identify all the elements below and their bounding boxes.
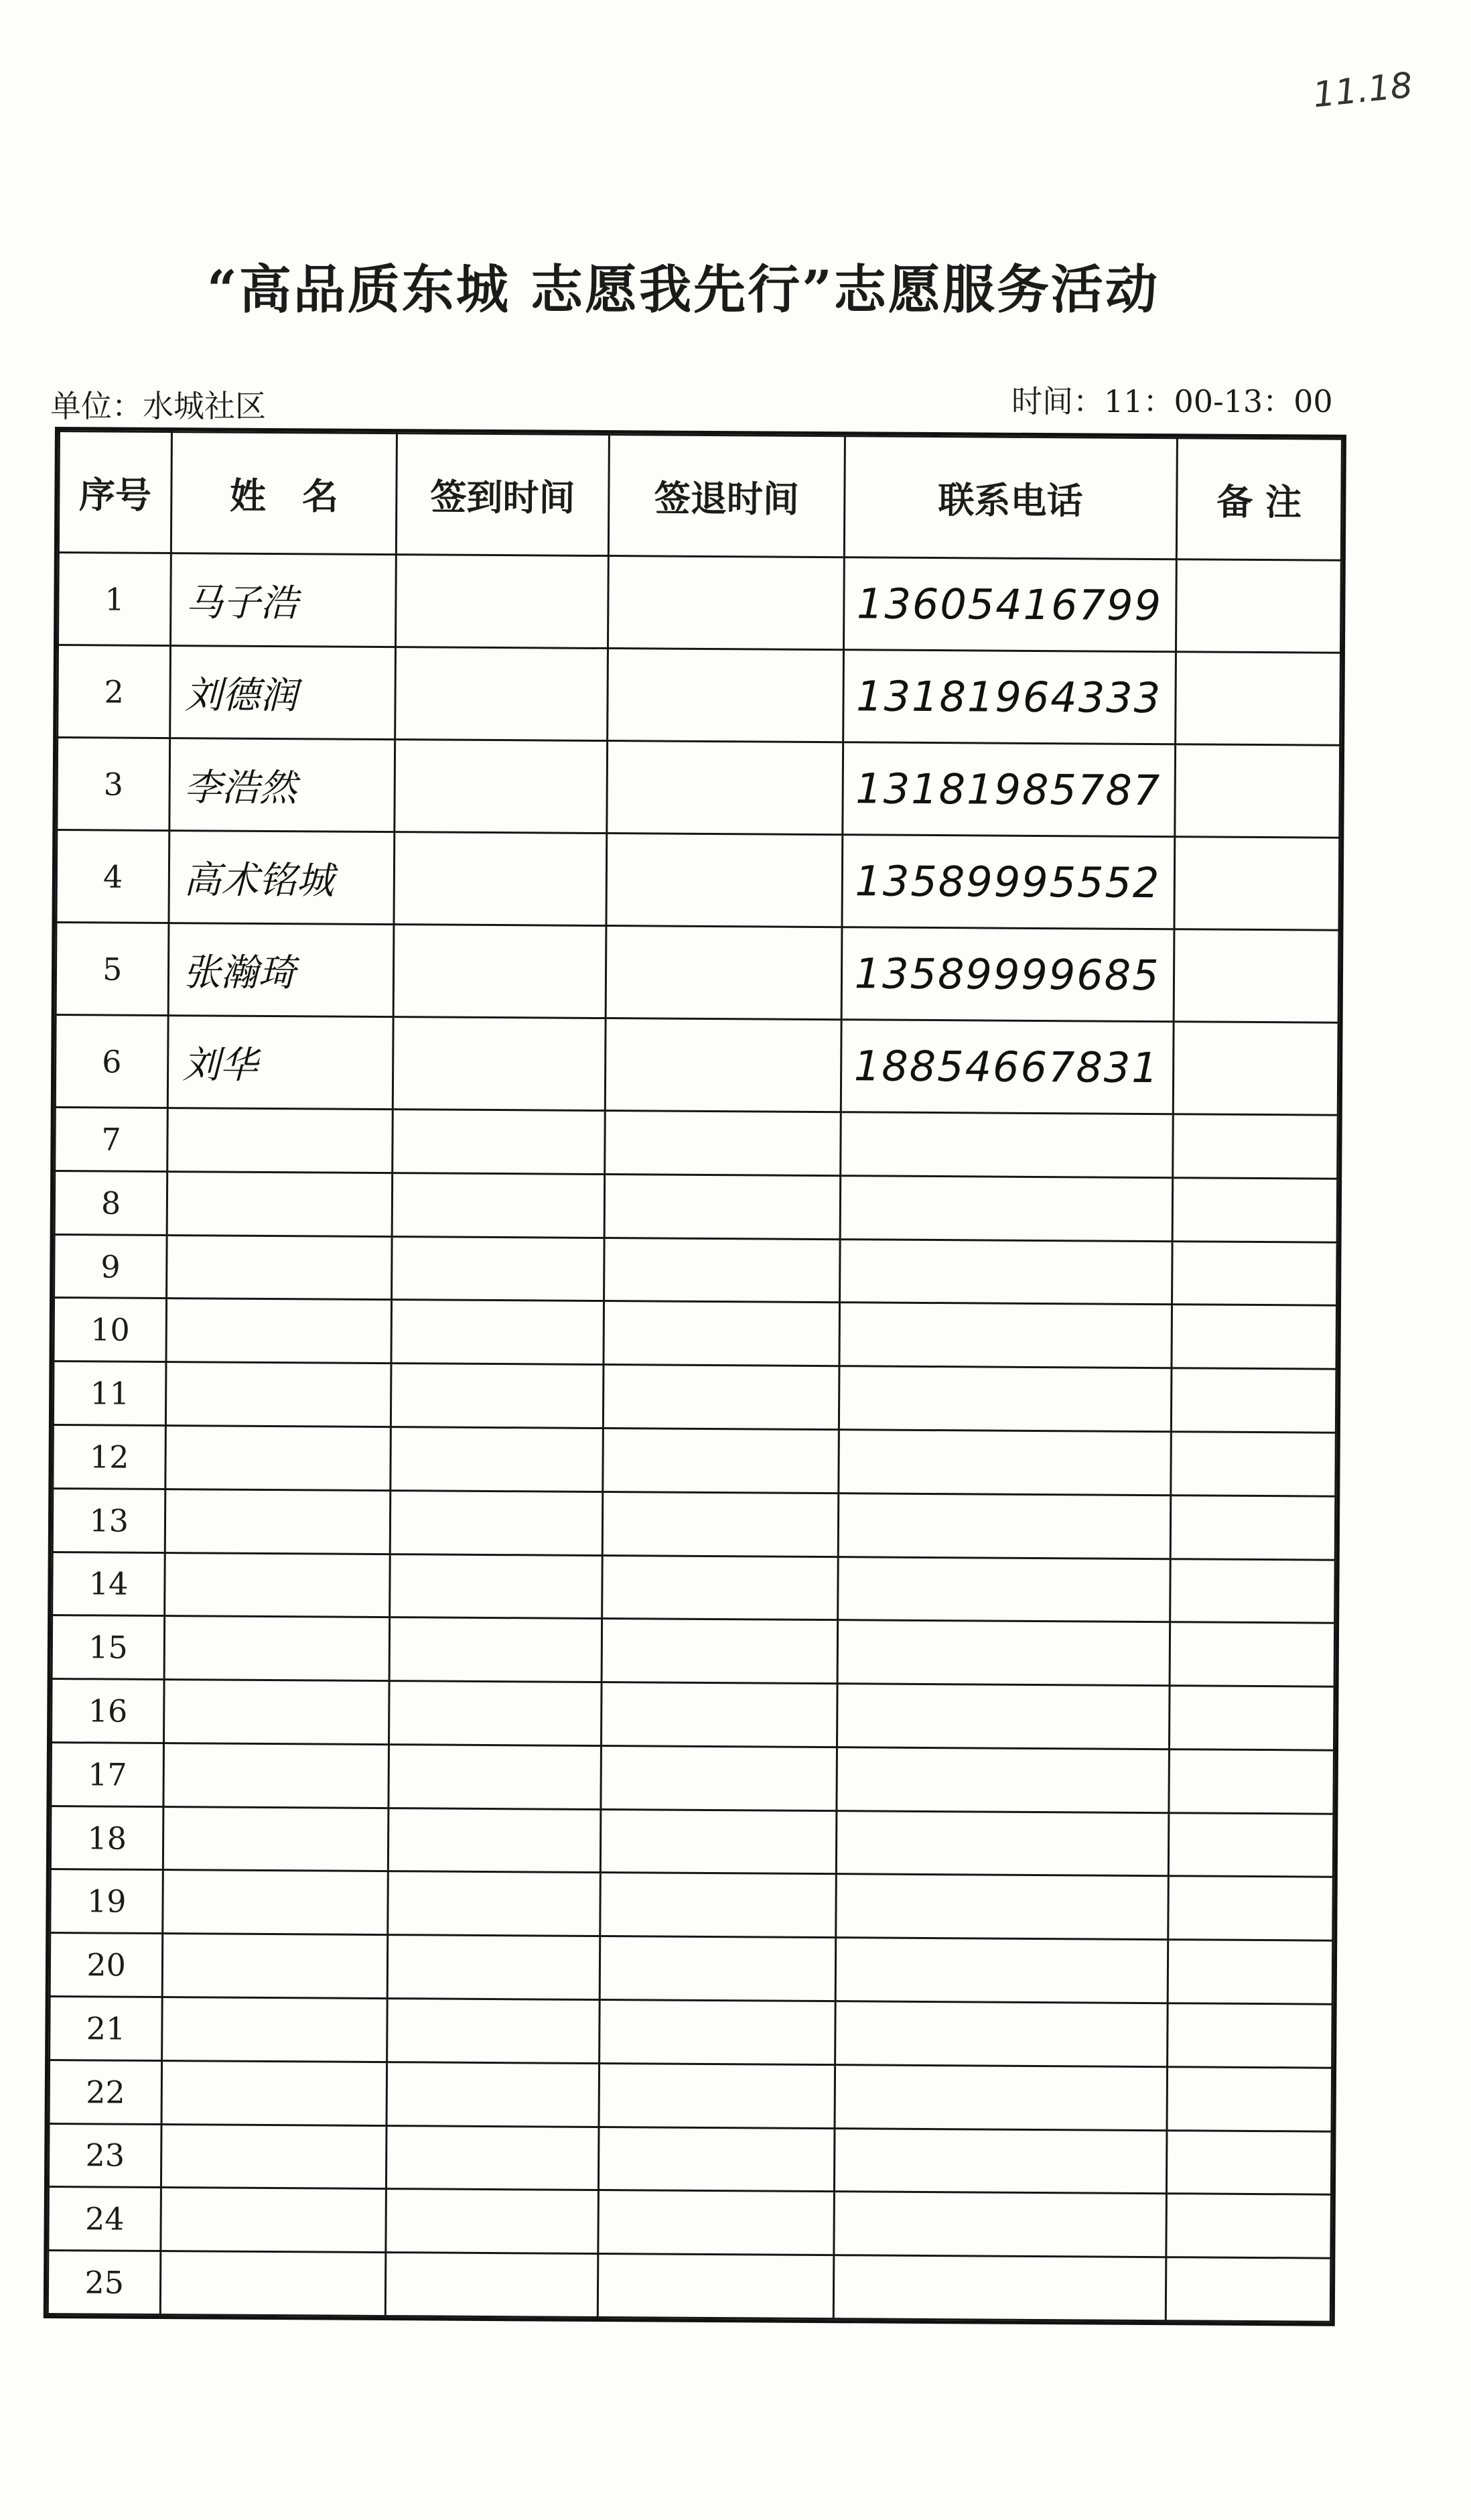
table-row (58, 645, 1341, 746)
check-out-time-cell (608, 556, 844, 650)
check-out-time-cell (598, 2254, 834, 2319)
volunteer-name (163, 1743, 389, 1808)
row-index: 11 (53, 1362, 166, 1426)
phone-number (836, 1747, 1169, 1813)
unit-label: 单位：水城社区 (50, 388, 266, 424)
volunteer-name (161, 2188, 386, 2253)
table-row (54, 1171, 1338, 1242)
volunteer-name (164, 1616, 389, 1681)
check-out-time-cell (604, 1238, 840, 1303)
table-row (58, 553, 1342, 653)
volunteer-name: 刘华 (168, 1016, 393, 1110)
remarks-cell (1174, 837, 1340, 931)
table-row (54, 1298, 1337, 1369)
phone-number (838, 1430, 1171, 1496)
remarks-cell (1166, 2257, 1331, 2322)
row-index: 17 (51, 1742, 164, 1806)
check-in-time-cell (385, 2253, 598, 2318)
table-row (54, 1234, 1338, 1305)
volunteer-name (167, 1171, 392, 1236)
phone-number (839, 1366, 1172, 1432)
table-row (48, 2123, 1332, 2194)
header-check-in-time: 签到时间 (396, 434, 610, 556)
check-in-time-cell (391, 1236, 604, 1301)
check-in-time-cell (395, 555, 609, 649)
remarks-cell (1168, 1812, 1334, 1877)
phone-number: 18854667831 (841, 1020, 1174, 1114)
time-label: 时间：11：00-13：00 (1011, 383, 1333, 419)
check-in-time-cell (391, 1300, 604, 1365)
table-body (48, 553, 1341, 2322)
volunteer-name: 高术铭城 (169, 831, 394, 925)
volunteer-name (161, 2060, 387, 2125)
table-row (55, 1015, 1338, 1116)
check-out-time-cell (600, 2063, 835, 2128)
remarks-cell (1172, 1114, 1338, 1179)
row-index: 8 (54, 1171, 167, 1235)
check-in-time-cell (389, 1681, 602, 1746)
check-in-time-cell (386, 2125, 599, 2190)
table-row (48, 2251, 1331, 2322)
phone-number (839, 1239, 1172, 1305)
remarks-cell (1174, 744, 1340, 838)
check-in-time-cell (391, 1427, 604, 1492)
row-index: 10 (54, 1298, 167, 1362)
header-name: 姓 名 (171, 432, 397, 555)
phone-number: 13589999685 (841, 927, 1174, 1022)
check-out-time-cell (602, 1619, 838, 1684)
row-index: 13 (52, 1488, 165, 1552)
phone-number: 13589995552 (842, 835, 1175, 929)
row-index: 6 (55, 1015, 168, 1108)
check-out-time-cell (599, 2127, 835, 2192)
remarks-cell (1168, 1940, 1333, 2004)
phone-number (837, 1684, 1170, 1749)
remarks-cell (1174, 929, 1339, 1023)
volunteer-name: 张瀚琦 (168, 923, 393, 1017)
check-out-time-cell (605, 1111, 841, 1176)
phone-number (839, 1303, 1172, 1368)
remarks-cell (1166, 2130, 1332, 2194)
row-index: 3 (57, 738, 170, 831)
check-out-time-cell (606, 926, 842, 1020)
volunteer-name (163, 1806, 389, 1871)
volunteer-name (161, 2124, 387, 2189)
check-out-time-cell (600, 1936, 836, 2001)
check-in-time-cell (387, 2062, 600, 2127)
check-in-time-cell (388, 1871, 601, 1936)
remarks-cell (1167, 2003, 1332, 2068)
check-out-time-cell (600, 1873, 836, 1938)
table-row (55, 1108, 1338, 1179)
header-index: 序号 (58, 432, 171, 553)
phone-number (835, 1874, 1168, 1940)
table-row (50, 1933, 1333, 2004)
row-index: 4 (56, 830, 169, 923)
phone-number (840, 1112, 1173, 1178)
remarks-cell (1172, 1305, 1337, 1369)
row-index: 25 (48, 2251, 161, 2315)
phone-number (834, 2128, 1167, 2194)
row-index: 20 (50, 1933, 163, 1997)
table-row (52, 1552, 1336, 1623)
phone-number (837, 1556, 1170, 1622)
table-row (56, 923, 1339, 1023)
remarks-cell (1169, 1686, 1334, 1750)
phone-number (833, 2192, 1166, 2257)
phone-number (838, 1493, 1171, 1559)
table-row (50, 1997, 1333, 2068)
table-row (49, 2060, 1332, 2131)
volunteer-name (165, 1552, 390, 1617)
header-remarks: 备 注 (1176, 438, 1342, 561)
remarks-cell (1170, 1559, 1335, 1623)
row-index: 7 (55, 1108, 168, 1172)
remarks-cell (1171, 1368, 1336, 1433)
row-index: 19 (50, 1869, 163, 1934)
volunteer-name: 李浩然 (169, 738, 395, 832)
row-index: 15 (52, 1615, 165, 1680)
phone-number (837, 1620, 1170, 1686)
volunteer-name (166, 1362, 391, 1427)
check-in-time-cell (393, 1110, 606, 1175)
table-row (53, 1362, 1336, 1433)
remarks-cell (1168, 1876, 1333, 1940)
row-index: 14 (52, 1552, 165, 1616)
phone-number: 13181985787 (842, 742, 1175, 837)
row-index: 12 (53, 1425, 166, 1489)
check-in-time-cell (387, 1935, 600, 2000)
remarks-cell (1175, 652, 1340, 746)
check-out-time-cell (603, 1429, 839, 1494)
check-in-time-cell (387, 1999, 600, 2064)
table-row (52, 1488, 1336, 1559)
remarks-cell (1172, 1178, 1338, 1242)
table-row (56, 830, 1340, 931)
volunteer-name (164, 1680, 389, 1745)
phone-number (835, 2001, 1168, 2067)
table-row (50, 1869, 1334, 1940)
handwritten-date-note: 11.18 (1311, 65, 1415, 116)
check-in-time-cell (388, 1808, 601, 1873)
header-phone: 联系电话 (844, 436, 1177, 559)
check-in-time-cell (391, 1364, 604, 1429)
remarks-cell (1176, 559, 1341, 653)
row-index: 2 (58, 645, 171, 738)
row-index: 18 (50, 1806, 163, 1870)
row-index: 22 (49, 2060, 162, 2124)
table-row (52, 1615, 1335, 1686)
phone-number: 13181964333 (843, 650, 1176, 744)
phone-number (840, 1176, 1173, 1242)
check-out-time-cell (607, 741, 843, 835)
volunteer-name (165, 1426, 391, 1491)
table-row (51, 1742, 1334, 1813)
volunteer-name: 马子浩 (171, 553, 396, 647)
table-row (52, 1679, 1335, 1750)
check-out-time-cell (600, 2000, 835, 2065)
sign-in-table (47, 430, 1343, 2323)
check-in-time-cell (389, 1617, 602, 1682)
check-out-time-cell (598, 2190, 834, 2255)
row-index: 5 (56, 923, 169, 1016)
row-index: 9 (54, 1234, 167, 1299)
volunteer-name: 刘德润 (170, 646, 395, 740)
check-out-time-cell (601, 1809, 837, 1874)
table-header-row (58, 432, 1342, 561)
remarks-cell (1172, 1241, 1337, 1305)
phone-number (836, 1810, 1169, 1876)
check-in-time-cell (392, 1173, 605, 1238)
check-out-time-cell (604, 1365, 839, 1430)
check-in-time-cell (393, 1017, 606, 1111)
check-out-time-cell (606, 834, 842, 927)
table-row (48, 2187, 1332, 2258)
check-out-time-cell (602, 1555, 838, 1620)
check-in-time-cell (390, 1490, 603, 1555)
row-index: 16 (52, 1679, 165, 1743)
remarks-cell (1173, 1022, 1338, 1116)
check-in-time-cell (395, 740, 608, 834)
remarks-cell (1166, 2194, 1331, 2258)
check-in-time-cell (394, 832, 608, 926)
phone-number (833, 2255, 1166, 2321)
table-row (50, 1806, 1334, 1877)
table-row (53, 1425, 1336, 1496)
volunteer-name (165, 1489, 391, 1554)
check-in-time-cell (389, 1744, 602, 1809)
check-in-time-cell (386, 2189, 599, 2254)
volunteer-name (167, 1108, 393, 1173)
remarks-cell (1170, 1495, 1336, 1559)
row-index: 23 (48, 2123, 161, 2188)
check-out-time-cell (603, 1491, 839, 1556)
check-out-time-cell (608, 649, 843, 742)
remarks-cell (1170, 1622, 1335, 1686)
check-out-time-cell (605, 1174, 841, 1239)
check-out-time-cell (604, 1301, 839, 1366)
check-out-time-cell (606, 1018, 841, 1112)
remarks-cell (1170, 1432, 1336, 1496)
row-index: 24 (48, 2187, 161, 2251)
check-out-time-cell (601, 1745, 837, 1810)
sign-in-sheet (44, 427, 1346, 2326)
phone-number (835, 2064, 1168, 2130)
document-title: “高品质东城 志愿我先行”志愿服务活动 (207, 259, 1160, 320)
volunteer-name (166, 1299, 391, 1364)
phone-number (835, 1938, 1168, 2003)
volunteer-name (161, 2251, 386, 2316)
row-index: 1 (58, 553, 171, 646)
phone-number: 13605416799 (843, 557, 1176, 652)
check-in-time-cell (389, 1554, 602, 1619)
table-row (57, 738, 1340, 838)
volunteer-name (162, 1934, 387, 1999)
remarks-cell (1169, 1749, 1334, 1814)
check-in-time-cell (393, 925, 607, 1018)
row-index: 21 (50, 1997, 163, 2061)
check-in-time-cell (395, 647, 608, 741)
volunteer-name (162, 1997, 387, 2062)
remarks-cell (1167, 2066, 1332, 2131)
header-check-out-time: 签退时间 (609, 435, 845, 557)
check-out-time-cell (602, 1682, 837, 1747)
volunteer-name (163, 1870, 388, 1935)
volunteer-name (167, 1235, 392, 1300)
